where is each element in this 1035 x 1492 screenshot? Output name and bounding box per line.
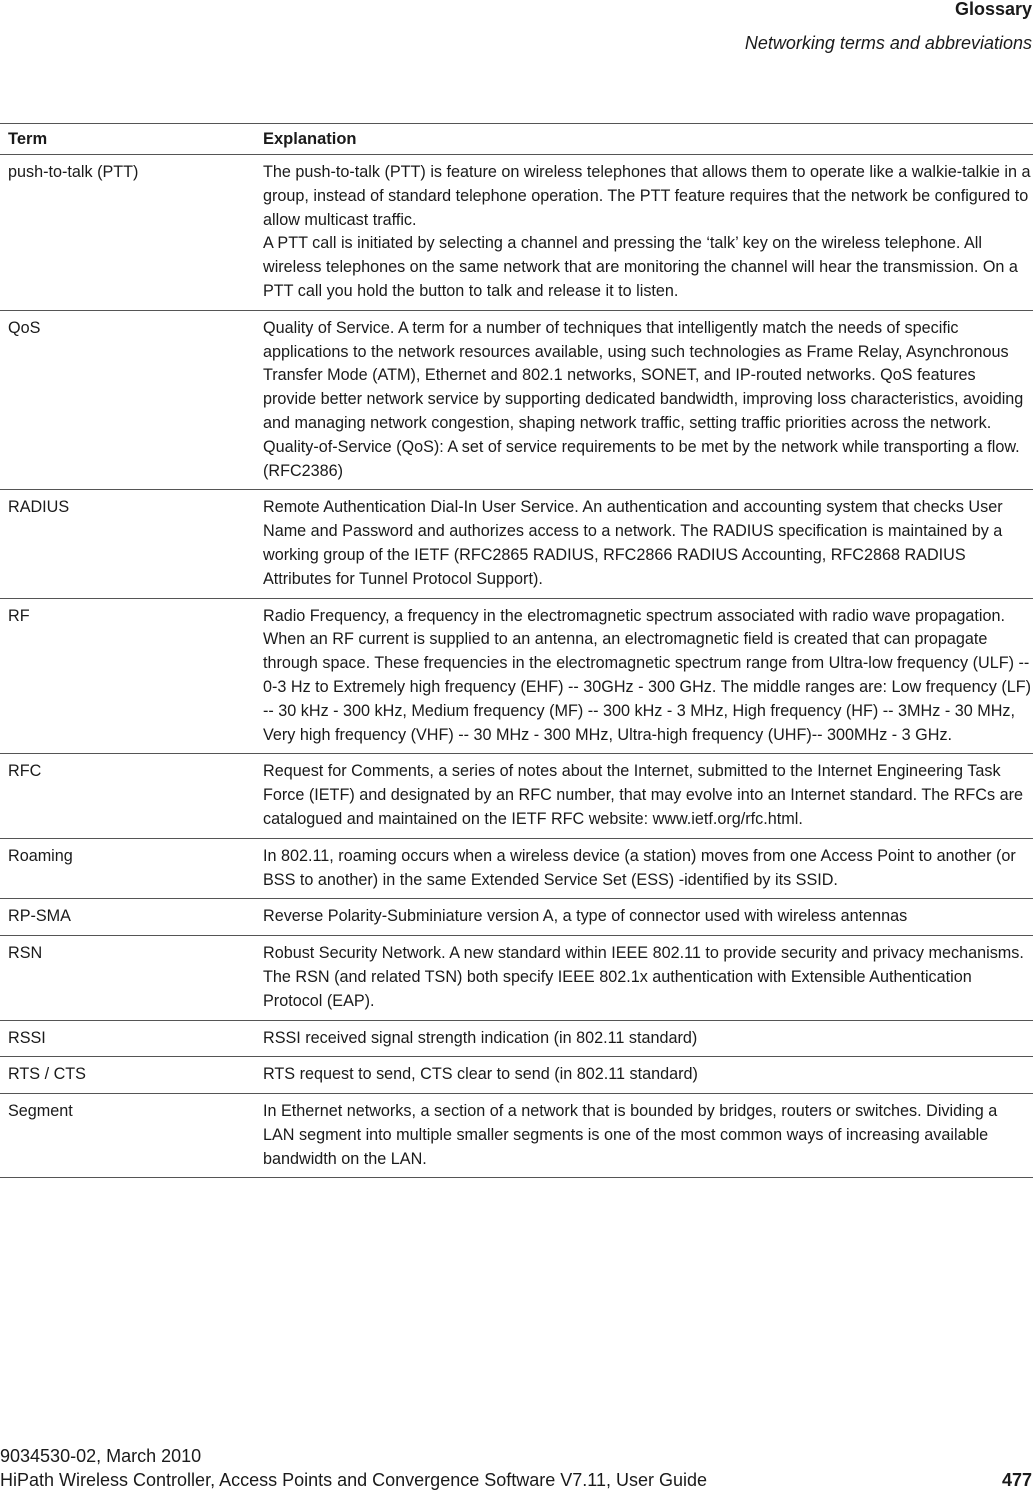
explanation-paragraph: Radio Frequency, a frequency in the electromagnetic spectrum associated with radio wave propagation. When an RF current is supplied to an antenna, an electromagnetic field is created that can propagate through space. These frequencies in the electromagnetic spectrum range from Ultra-low frequency (ULF) -- 0-3 Hz to Extremely high frequency (EHF) -- 30GHz - 300 GHz. The middle ranges are: Low frequency (LF) -- 30 kHz - 300 kHz, Medium frequency (MF) -- 300 kHz - 3 MHz, High frequency (HF) -- 3MHz - 30 MHz, Very high frequency (VHF) -- 30 MHz - 300 MHz, Ultra-high frequency (UHF)-- 300MHz - 3 GHz. <box>263 606 1032 744</box>
table-row <box>0 490 1033 598</box>
explanation-cell <box>255 1020 1033 1057</box>
explanation-paragraph: The push-to-talk (PTT) is feature on wireless telephones that allows them to operate like a walkie-talkie in a group, instead of standard telephone operation. The PTT feature requires that the network be configured to allow multicast traffic. <box>263 163 1031 229</box>
table-row <box>0 1057 1033 1094</box>
term-cell: RSN <box>0 936 255 1020</box>
explanation-paragraph: Remote Authentication Dial-In User Service. An authentication and accounting system that checks User Name and Password and authorizes access to a network. The RADIUS specification is maintained by a working group of the IETF (RFC2865 RADIUS, RFC2866 RADIUS Accounting, RFC2868 RADIUS Attributes for Tunnel Protocol Support). <box>263 498 1003 588</box>
explanation-paragraph: Reverse Polarity-Subminiature version A, a type of connector used with wireless antennas <box>263 907 908 926</box>
explanation-cell <box>255 899 1033 936</box>
explanation-paragraph: A PTT call is initiated by selecting a channel and pressing the ‘talk’ key on the wireless telephone. All wireless telephones on the same network that are monitoring the channel will hear the transmission. On a PTT call you hold the button to talk and release it to listen. <box>263 234 1018 300</box>
explanation-paragraph: Robust Security Network. A new standard within IEEE 802.11 to provide security and privacy mechanisms. The RSN (and related TSN) both specify IEEE 802.1x authentication with Extensible Authentication Protocol (EAP). <box>263 944 1024 1010</box>
table-row <box>0 1094 1033 1178</box>
term-cell: push-to-talk (PTT) <box>0 155 255 311</box>
glossary-table <box>0 123 1033 1178</box>
explanation-cell <box>255 1057 1033 1094</box>
table-row <box>0 1020 1033 1057</box>
table-row <box>0 754 1033 838</box>
explanation-cell <box>255 155 1033 311</box>
column-header-explanation: Explanation <box>255 124 1033 155</box>
term-cell: RFC <box>0 754 255 838</box>
explanation-cell <box>255 1094 1033 1178</box>
page-title: Glossary <box>954 0 1032 19</box>
page-subtitle: Networking terms and abbreviations <box>744 33 1032 53</box>
table-row <box>0 936 1033 1020</box>
term-cell: RP-SMA <box>0 899 255 936</box>
explanation-paragraph: RTS request to send, CTS clear to send (in 802.11 standard) <box>263 1065 698 1084</box>
term-cell: Segment <box>0 1094 255 1178</box>
term-cell: QoS <box>0 310 255 490</box>
term-cell: Roaming <box>0 838 255 899</box>
table-row <box>0 899 1033 936</box>
page-footer <box>0 1444 1035 1492</box>
table-row <box>0 838 1033 899</box>
table-row <box>0 598 1033 754</box>
term-cell: RSSI <box>0 1020 255 1057</box>
footer-product: HiPath Wireless Controller, Access Points and Convergence Software V7.11, User Guide <box>0 1470 708 1490</box>
table-row <box>0 310 1033 490</box>
explanation-paragraph: Request for Comments, a series of notes about the Internet, submitted to the Internet Engineering Task Force (IETF) and designated by an RFC number, that may evolve into an Internet standard. The RFCs are catalogued and maintained on the IETF RFC website: www.ietf.org/rfc.html. <box>263 762 1023 828</box>
explanation-paragraph: Quality-of-Service (QoS): A set of service requirements to be met by the network while transporting a flow. (RFC2386) <box>263 437 1020 480</box>
explanation-paragraph: In Ethernet networks, a section of a network that is bounded by bridges, routers or switches. Dividing a LAN segment into multiple smaller segments is one of the most common ways of increasing available bandwidth on the LAN. <box>263 1102 998 1168</box>
term-cell: RTS / CTS <box>0 1057 255 1094</box>
explanation-cell <box>255 936 1033 1020</box>
table-header-row <box>0 124 1033 155</box>
term-cell: RF <box>0 598 255 754</box>
term-cell: RADIUS <box>0 490 255 598</box>
explanation-paragraph: In 802.11, roaming occurs when a wireless device (a station) moves from one Access Point to another (or BSS to another) in the same Extended Service Set (ESS) -identified by its SSID. <box>263 846 1016 889</box>
explanation-cell <box>255 310 1033 490</box>
explanation-paragraph: Quality of Service. A term for a number of techniques that intelligently match the needs of specific applications to the network resources available, using such technologies as Frame Relay, Asynchronous Transfer Mode (ATM), Ethernet and 802.1 networks, SONET, and IP-routed networks. QoS features provide better network service by supporting dedicated bandwidth, improving loss characteristics, avoiding and managing network congestion, shaping network traffic, setting traffic priorities across the network. <box>263 318 1024 432</box>
footer-doc-number: 9034530-02, March 2010 <box>0 1446 202 1466</box>
explanation-paragraph: RSSI received signal strength indication (in 802.11 standard) <box>263 1028 698 1047</box>
footer-product-line <box>0 1468 1035 1492</box>
explanation-cell <box>255 490 1033 598</box>
explanation-cell <box>255 838 1033 899</box>
page-number: 477 <box>1001 1470 1032 1490</box>
page-header <box>745 0 1032 54</box>
table-row <box>0 155 1033 311</box>
explanation-cell <box>255 598 1033 754</box>
explanation-cell <box>255 754 1033 838</box>
column-header-term: Term <box>0 124 255 155</box>
